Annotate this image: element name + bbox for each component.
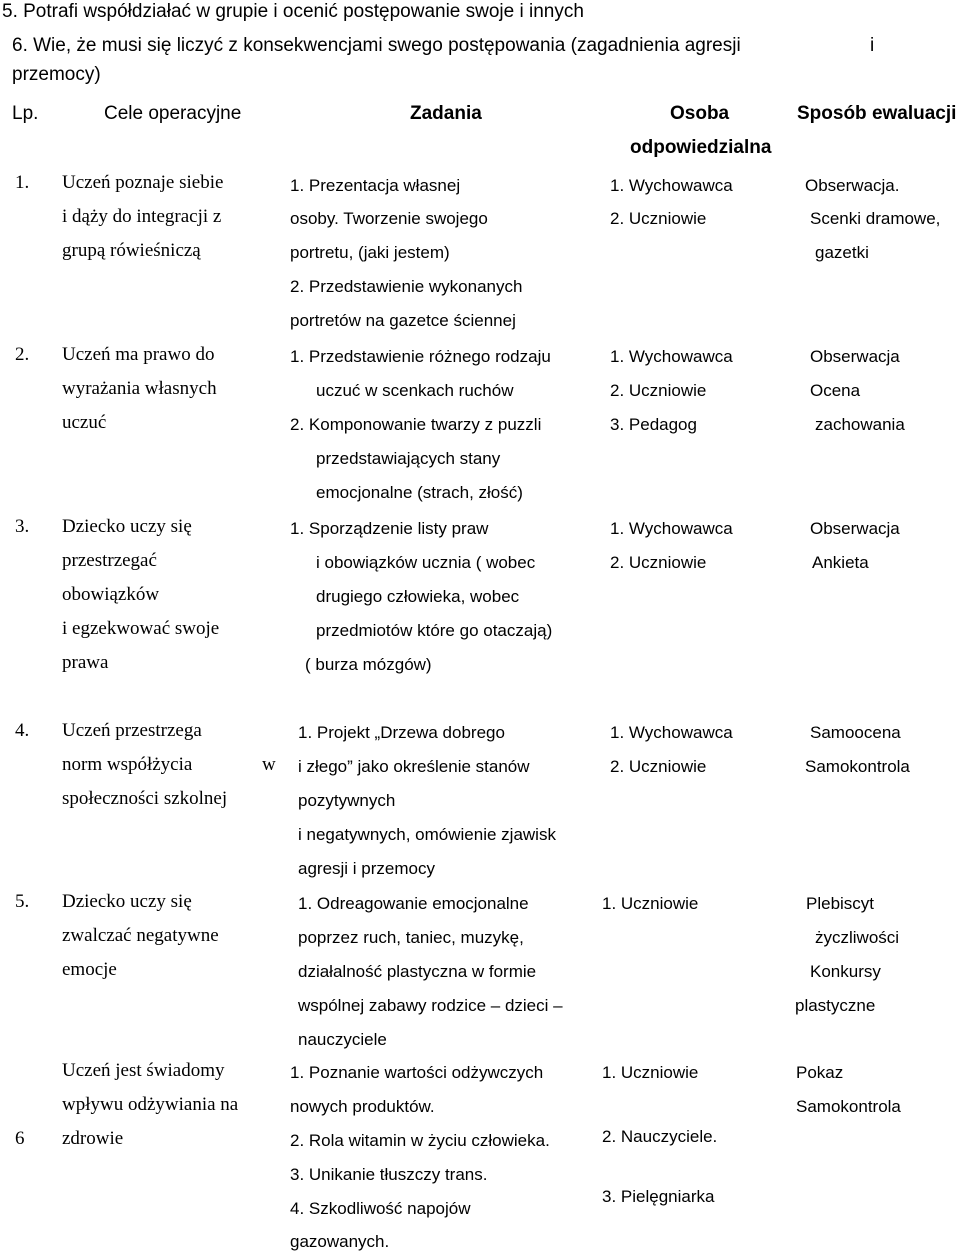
- row-3-eval: Obserwacja: [810, 519, 900, 538]
- row-5-task-line: poprzez ruch, taniec, muzykę,: [298, 928, 524, 947]
- row-2-person: 2. Uczniowie: [610, 381, 707, 400]
- row-5-task-line: działalność plastyczna w formie: [298, 962, 537, 981]
- row-4-eval: Samokontrola: [805, 757, 910, 776]
- row-3-task-line: ( burza mózgów): [305, 655, 432, 674]
- row-4-person: 1. Wychowawca: [610, 723, 733, 742]
- row-2-person: 3. Pedagog: [610, 415, 697, 434]
- row-5-eval: Konkursy: [810, 962, 881, 981]
- row-1-goal-line: grupą rówieśniczą: [62, 240, 201, 261]
- intro-line-6-end: i: [870, 35, 875, 56]
- row-6-eval: Samokontrola: [796, 1097, 901, 1116]
- header-sposob: Sposób ewaluacji: [797, 103, 957, 124]
- row-4-task-line: pozytywnych: [298, 791, 396, 810]
- row-4-task-line: 1. Projekt „Drzewa dobrego: [298, 723, 505, 742]
- row-2-task-line: przedstawiających stany: [316, 449, 501, 468]
- row-2-task-line: 1. Przedstawienie różnego rodzaju: [290, 347, 551, 366]
- row-1-task-line: 2. Przedstawienie wykonanych: [290, 277, 523, 296]
- row-2-eval: Ocena: [810, 381, 861, 400]
- row-6-goal-line: wpływu odżywiania na: [62, 1094, 239, 1115]
- row-3-goal-line: i egzekwować swoje: [62, 618, 220, 639]
- row-6-task-line: nowych produktów.: [290, 1097, 435, 1116]
- row-2-task-line: emocjonalne (strach, złość): [316, 483, 523, 502]
- row-4-goal-line: norm współżycia: [62, 754, 193, 775]
- row-4-goal-line: społeczności szkolnej: [62, 788, 228, 809]
- row-5-eval: życzliwości: [815, 928, 900, 947]
- row-2-goal-line: uczuć: [62, 412, 107, 433]
- row-6-goal-line: Uczeń jest świadomy: [62, 1060, 225, 1081]
- row-4-number: 4.: [15, 720, 30, 741]
- row-4-task-line: i negatywnych, omówienie zjawisk: [298, 825, 556, 844]
- row-2-eval: Obserwacja: [810, 347, 900, 366]
- row-6-person: 1. Uczniowie: [602, 1063, 699, 1082]
- row-1-task-line: portretu, (jaki jestem): [290, 243, 450, 262]
- row-3-task-line: 1. Sporządzenie listy praw: [290, 519, 489, 538]
- row-1-goal-line: Uczeń poznaje siebie: [62, 172, 224, 193]
- row-1-task-line: osoby. Tworzenie swojego: [290, 209, 488, 228]
- row-5-number: 5.: [15, 891, 30, 912]
- intro-line-6: 6. Wie, że musi się liczyć z konsekwencjami swego postępowania (zagadnienia agresji: [12, 35, 741, 56]
- row-3-goal-line: obowiązków: [62, 584, 160, 605]
- row-5-goal-line: zwalczać negatywne: [62, 925, 219, 946]
- row-1-task-line: 1. Prezentacja własnej: [290, 176, 461, 195]
- row-2-goal-line: Uczeń ma prawo do: [62, 344, 215, 365]
- header-osoba: Osoba: [670, 103, 730, 124]
- row-3-person: 1. Wychowawca: [610, 519, 733, 538]
- row-3-person: 2. Uczniowie: [610, 553, 707, 572]
- row-5-task-line: 1. Odreagowanie emocjonalne: [298, 894, 529, 913]
- row-2-eval: zachowania: [815, 415, 905, 434]
- row-2-number: 2.: [15, 344, 30, 365]
- intro-line-5: 5. Potrafi współdziałać w grupie i ocenić postępowanie swoje i innych: [2, 1, 584, 22]
- row-2-task-line: uczuć w scenkach ruchów: [316, 381, 514, 400]
- row-1-goal-line: i dąży do integracji z: [62, 206, 222, 227]
- row-5-eval: Plebiscyt: [806, 894, 875, 913]
- row-1-eval: gazetki: [815, 243, 869, 262]
- row-3-goal-line: Dziecko uczy się: [62, 516, 192, 537]
- header-zadania: Zadania: [410, 103, 482, 124]
- row-3-goal-line: prawa: [62, 652, 109, 673]
- row-5-goal-line: emocje: [62, 959, 117, 980]
- row-6-task-line: 1. Poznanie wartości odżywczych: [290, 1063, 544, 1082]
- row-2-task-line: 2. Komponowanie twarzy z puzzli: [290, 415, 542, 434]
- row-1-person: 2. Uczniowie: [610, 209, 707, 228]
- row-3-task-line: i obowiązków ucznia ( wobec: [316, 553, 536, 572]
- row-6-eval: Pokaz: [796, 1063, 844, 1082]
- row-3-number: 3.: [15, 516, 30, 537]
- header-lp: Lp.: [12, 103, 39, 124]
- row-3-task-line: drugiego człowieka, wobec: [316, 587, 520, 606]
- row-3-task-line: przedmiotów które go otaczają): [316, 621, 553, 640]
- row-1-eval: Obserwacja.: [805, 176, 900, 195]
- row-1-eval: Scenki dramowe,: [810, 209, 941, 228]
- row-5-goal-line: Dziecko uczy się: [62, 891, 192, 912]
- row-3-eval: Ankieta: [812, 553, 869, 572]
- row-6-task-line: 4. Szkodliwość napojów: [290, 1199, 471, 1218]
- row-4-goal-line: Uczeń przestrzega: [62, 720, 202, 741]
- row-6-number: 6: [15, 1128, 25, 1149]
- row-6-task-line: 3. Unikanie tłuszczy trans.: [290, 1165, 488, 1184]
- row-4-goal-word: w: [262, 754, 276, 775]
- row-5-task-line: nauczyciele: [298, 1030, 387, 1049]
- row-6-task-line: gazowanych.: [290, 1232, 390, 1251]
- row-1-task-line: portretów na gazetce ściennej: [290, 311, 516, 330]
- row-1-number: 1.: [15, 172, 30, 193]
- row-4-eval: Samoocena: [810, 723, 901, 742]
- row-2-goal-line: wyrażania własnych: [62, 378, 217, 399]
- row-6-person: 2. Nauczyciele.: [602, 1127, 718, 1146]
- header-osoba-cont: odpowiedzialna: [630, 137, 772, 158]
- row-4-task-line: i złego” jako określenie stanów: [298, 757, 530, 776]
- row-5-eval: plastyczne: [795, 996, 876, 1015]
- row-5-task-line: wspólnej zabawy rodzice – dzieci –: [298, 996, 563, 1015]
- row-1-person: 1. Wychowawca: [610, 176, 733, 195]
- row-5-person: 1. Uczniowie: [602, 894, 699, 913]
- row-2-person: 1. Wychowawca: [610, 347, 733, 366]
- row-6-task-line: 2. Rola witamin w życiu człowieka.: [290, 1131, 550, 1150]
- row-6-person: 3. Pielęgniarka: [602, 1187, 715, 1206]
- row-4-person: 2. Uczniowie: [610, 757, 707, 776]
- row-4-task-line: agresji i przemocy: [298, 859, 435, 878]
- row-6-goal-line: zdrowie: [62, 1128, 124, 1149]
- row-3-goal-line: przestrzegać: [62, 550, 157, 571]
- header-cele: Cele operacyjne: [104, 103, 242, 124]
- intro-line-6-cont: przemocy): [12, 64, 101, 85]
